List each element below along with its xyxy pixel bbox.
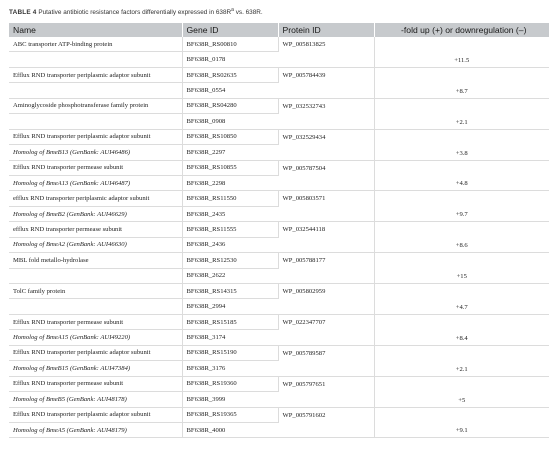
cell-gene-id: BF638R_RS11555 — [182, 222, 278, 237]
cell-protein-id: WP_005803571 — [278, 191, 374, 222]
cell-homolog: Homolog of BmeB2 (GenBank: AUI46629) — [9, 206, 182, 221]
cell-fold-change: +4.7 — [374, 284, 549, 315]
cell-fold-change: +5 — [374, 376, 549, 407]
cell-gene-id: BF638R_RS14315 — [182, 284, 278, 299]
cell-old-locus: BF638R_3176 — [182, 361, 278, 376]
cell-gene-id: BF638R_RS10855 — [182, 160, 278, 175]
cell-homolog: Homolog of BmeA13 (GenBank: AUI46487) — [9, 175, 182, 190]
cell-name: TolC family protein — [9, 284, 182, 299]
table-row — [9, 37, 549, 52]
cell-gene-id: BF638R_RS19360 — [182, 376, 278, 391]
cell-gene-id: BF638R_RS19365 — [182, 407, 278, 422]
table-row — [9, 191, 549, 206]
cell-homolog — [9, 114, 182, 129]
cell-homolog — [9, 299, 182, 314]
table-row — [9, 376, 549, 391]
table-caption — [9, 7, 549, 16]
cell-name: Efflux RND transporter periplasmic adaptor subunit — [9, 345, 182, 360]
cell-protein-id: WP_022347707 — [278, 314, 374, 345]
cell-name: efflux RND transporter periplasmic adaptor subunit — [9, 191, 182, 206]
cell-name: Aminoglycoside phosphotransferase family protein — [9, 98, 182, 113]
cell-homolog — [9, 52, 182, 67]
cell-gene-id: BF638R_RS10850 — [182, 129, 278, 144]
cell-fold-change: +9.1 — [374, 407, 549, 438]
cell-protein-id: WP_032532743 — [278, 98, 374, 129]
cell-protein-id: WP_005802959 — [278, 284, 374, 315]
cell-protein-id: WP_032544118 — [278, 222, 374, 253]
cell-fold-change: +8.4 — [374, 314, 549, 345]
table-row — [9, 407, 549, 422]
cell-old-locus: BF638R_2622 — [182, 268, 278, 283]
cell-gene-id: BF638R_RS00810 — [182, 37, 278, 52]
cell-homolog: Homolog of BmeA2 (GenBank: AUI46630) — [9, 237, 182, 252]
cell-fold-change: +2.1 — [374, 345, 549, 376]
cell-fold-change: +4.8 — [374, 160, 549, 191]
header-gene-id: Gene ID — [182, 23, 278, 37]
header-row — [9, 23, 549, 37]
cell-gene-id: BF638R_RS11550 — [182, 191, 278, 206]
cell-name: Efflux RND transporter periplasmic adaptor subunit — [9, 129, 182, 144]
cell-old-locus: BF638R_4000 — [182, 422, 278, 437]
cell-fold-change: +15 — [374, 253, 549, 284]
cell-fold-change: +8.7 — [374, 67, 549, 98]
cell-homolog: Homolog of BmeB15 (GenBank: AUI47384) — [9, 361, 182, 376]
table-row — [9, 98, 549, 113]
cell-protein-id: WP_005813825 — [278, 37, 374, 67]
cell-name: ABC transporter ATP-binding protein — [9, 37, 182, 52]
cell-protein-id: WP_005784439 — [278, 67, 374, 98]
table-row — [9, 67, 549, 82]
cell-old-locus: BF638R_2994 — [182, 299, 278, 314]
header-protein-id: Protein ID — [278, 23, 374, 37]
cell-name: Efflux RND transporter permease subunit — [9, 160, 182, 175]
cell-homolog: Homolog of BmeB5 (GenBank: AUI48178) — [9, 392, 182, 407]
cell-homolog — [9, 268, 182, 283]
table-row — [9, 314, 549, 329]
cell-protein-id: WP_005797651 — [278, 376, 374, 407]
cell-old-locus: BF638R_2436 — [182, 237, 278, 252]
cell-gene-id: BF638R_RS04280 — [182, 98, 278, 113]
cell-gene-id: BF638R_RS02635 — [182, 67, 278, 82]
cell-fold-change: +8.6 — [374, 222, 549, 253]
cell-name: MBL fold metallo-hydrolase — [9, 253, 182, 268]
caption-text: Putative antibiotic resistance factors differentially expressed in 638R — [38, 9, 232, 17]
cell-old-locus: BF638R_2298 — [182, 175, 278, 190]
cell-protein-id: WP_005791602 — [278, 407, 374, 438]
table-header — [9, 23, 549, 37]
cell-old-locus: BF638R_2435 — [182, 206, 278, 221]
cell-old-locus: BF638R_0554 — [182, 83, 278, 98]
cell-protein-id: WP_005788177 — [278, 253, 374, 284]
table-body — [9, 37, 549, 438]
cell-old-locus: BF638R_3174 — [182, 330, 278, 345]
cell-name: efflux RND transporter permease subunit — [9, 222, 182, 237]
resistance-factors-table — [9, 23, 549, 438]
cell-fold-change: +9.7 — [374, 191, 549, 222]
table-row — [9, 129, 549, 144]
cell-gene-id: BF638R_RS12530 — [182, 253, 278, 268]
cell-name: Efflux RND transporter permease subunit — [9, 314, 182, 329]
cell-gene-id: BF638R_RS15185 — [182, 314, 278, 329]
cell-gene-id: BF638R_RS15190 — [182, 345, 278, 360]
table-row — [9, 160, 549, 175]
cell-fold-change: +3.8 — [374, 129, 549, 160]
cell-protein-id: WP_032529434 — [278, 129, 374, 160]
table-row — [9, 284, 549, 299]
caption-superscript: a — [231, 7, 234, 13]
cell-name: Efflux RND transporter periplasmic adaptor subunit — [9, 67, 182, 82]
cell-fold-change: +2.1 — [374, 98, 549, 129]
cell-protein-id: WP_005789587 — [278, 345, 374, 376]
header-name: Name — [9, 23, 182, 37]
cell-old-locus: BF638R_0908 — [182, 114, 278, 129]
cell-name: Efflux RND transporter periplasmic adaptor subunit — [9, 407, 182, 422]
cell-old-locus: BF638R_2297 — [182, 145, 278, 160]
table-row — [9, 345, 549, 360]
cell-homolog: Homolog of BmeB13 (GenBank: AUI46486) — [9, 145, 182, 160]
header-fold-change: -fold up (+) or downregulation (–) — [374, 23, 549, 37]
cell-fold-change: +11.5 — [374, 37, 549, 67]
table-row — [9, 253, 549, 268]
caption-suffix: vs. 638R. — [235, 9, 263, 17]
cell-homolog: Homolog of BmeA5 (GenBank: AUI48179) — [9, 422, 182, 437]
cell-old-locus: BF638R_3999 — [182, 392, 278, 407]
cell-homolog — [9, 83, 182, 98]
table-row — [9, 222, 549, 237]
cell-old-locus: BF638R_0178 — [182, 52, 278, 67]
cell-protein-id: WP_005787504 — [278, 160, 374, 191]
table-label: TABLE 4 — [9, 9, 37, 17]
cell-name: Efflux RND transporter permease subunit — [9, 376, 182, 391]
cell-homolog: Homolog of BmeA15 (GenBank: AUI49220) — [9, 330, 182, 345]
